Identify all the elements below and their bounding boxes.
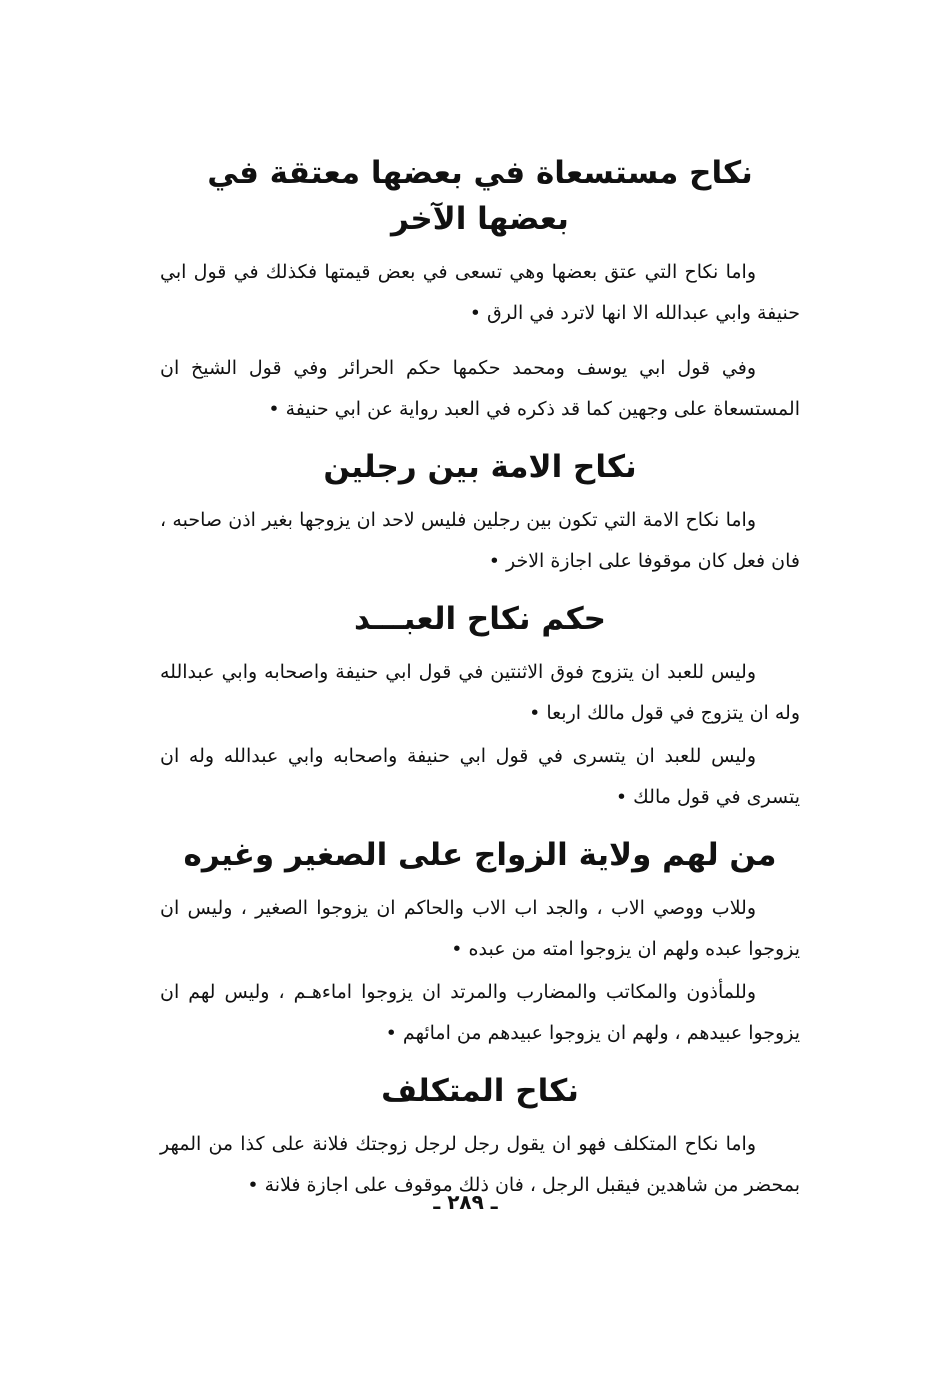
section-title-wilayat-al-zawaj: من لهم ولاية الزواج على الصغير وغيره	[183, 837, 777, 873]
paragraph: وفي قول ابي يوسف ومحمد حكمها حكم الحرائر وفي قول الشيخ ان المستسعاة على وجهين كما قد ذكره في العبد رواية عن ابي حنيفة •	[160, 357, 800, 420]
section-title-mustasaat: نكاح مستسعاة في بعضها معتقة في بعضها الآخر	[207, 155, 753, 237]
section-title-nikah-al-mutakallif: نكاح المتكلف	[381, 1073, 579, 1109]
paragraph: واما نكاح الامة التي تكون بين رجلين فليس لاحد ان يزوجها بغير اذن صاحبه ، فان فعل كان موقوفا على اجازة الاخر •	[160, 509, 800, 572]
paragraph: واما نكاح المتكلف فهو ان يقول رجل لرجل زوجتك فلانة على كذا من المهر بمحضر من شاهدين فيقبل الرجل ، فان ذلك موقوف على اجازة فلانة •	[160, 1133, 800, 1196]
paragraph: وللمأذون والمكاتب والمضارب والمرتد ان يزوجوا اماءهـم ، وليس لهم ان يزوجوا عبيدهم ، ولهم ان يزوجوا عبيدهم من امائهم •	[160, 981, 800, 1044]
section-title-amah-bayn-rajulayn: نكاح الامة بين رجلين	[323, 449, 637, 485]
paragraph: واما نكاح التي عتق بعضها وهي تسعى في بعض قيمتها فكذلك في قول ابي حنيفة وابي عبدالله الا انها لاترد في الرق •	[160, 261, 800, 324]
paragraph: وليس للعبد ان يتسرى في قول ابي حنيفة واصحابه وابي عبدالله وله ان يتسرى في قول مالك •	[160, 745, 800, 808]
paragraph: وليس للعبد ان يتزوج فوق الاثنتين في قول ابي حنيفة واصحابه وابي عبدالله وله ان يتزوج في قول مالك اربعا •	[160, 661, 800, 724]
paragraph: وللاب ووصي الاب ، والجد اب الاب والحاكم ان يزوجوا الصغير ، وليس ان يزوجوا عبده ولهم ان يزوجوا امته من عبده •	[160, 897, 800, 960]
page-body	[160, 150, 800, 1220]
section-title-hukm-nikah-al-abd: حكم نكاح العبـــد	[353, 601, 607, 637]
page-number: ـ ٢٨٩ ـ	[433, 1190, 498, 1214]
